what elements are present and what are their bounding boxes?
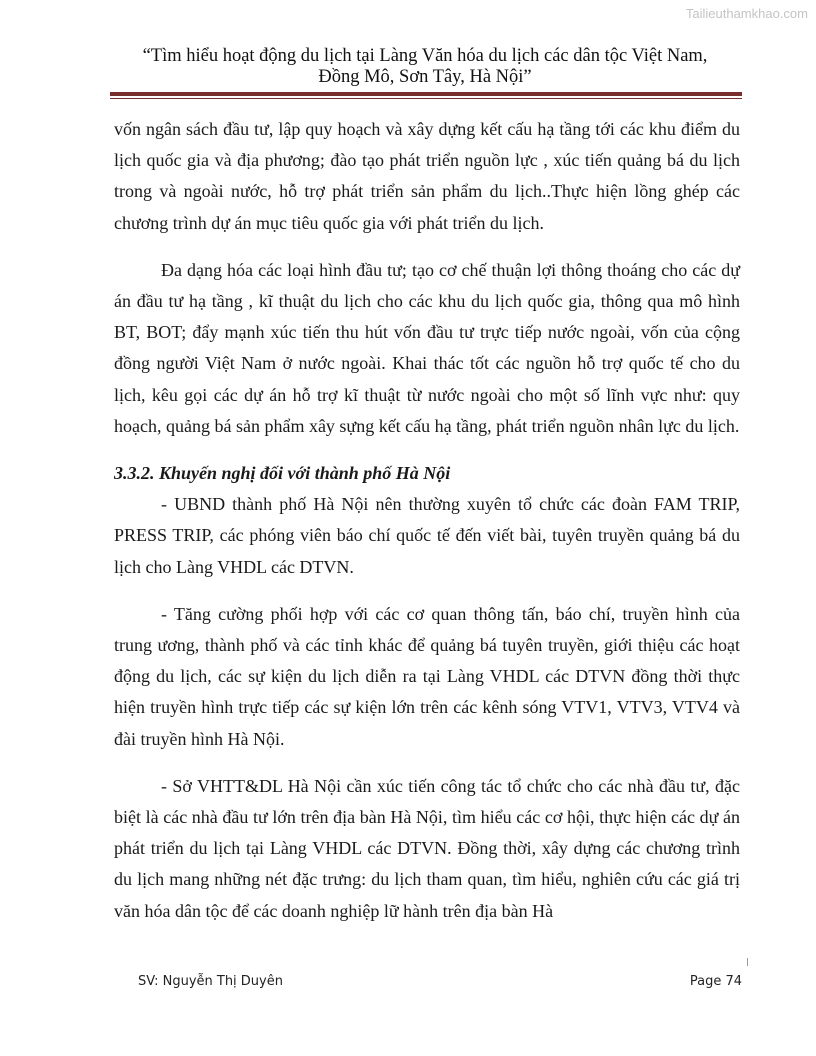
header-divider-thin <box>110 98 742 99</box>
section-heading: 3.3.2. Khuyến nghị đối với thành phố Hà Nội <box>114 463 451 484</box>
margin-mark <box>747 958 748 966</box>
header-title-line-1: “Tìm hiểu hoạt động du lịch tại Làng Văn hóa du lịch các dân tộc Việt Nam, <box>142 46 708 66</box>
paragraph-2: Đa dạng hóa các loại hình đầu tư; tạo cơ chế thuận lợi thông thoáng cho các dự án đầu tư hạ tầng , kĩ thuật du lịch cho các khu du lịch quốc gia, thông qua mô hình BT, BOT; đẩy mạnh xúc tiến thu hút vốn đầu tư trực tiếp nước ngoài, vốn của cộng đồng người Việt Nam ở nước ngoài. Khai thác tốt các nguồn hỗ trợ quốc tế cho du lịch, kêu gọi các dự án hỗ trợ kĩ thuật từ nước ngoài cho một số lĩnh vực như: quy hoạch, quảng bá sản phẩm xây sựng kết cấu hạ tầng, phát triển nguồn nhân lực du lịch. <box>114 259 740 436</box>
footer-page-number: Page 74 <box>689 974 742 989</box>
document-body <box>114 114 740 927</box>
header-divider-thick <box>110 92 742 96</box>
paragraph-3: - UBND thành phố Hà Nội nên thường xuyên tổ chức các đoàn FAM TRIP, PRESS TRIP, các phóng viên báo chí quốc tế đến viết bài, tuyên truyền quảng bá du lịch cho Làng VHDL các DTVN. <box>114 494 740 577</box>
paragraph-1: vốn ngân sách đầu tư, lập quy hoạch và xây dựng kết cấu hạ tầng tới các khu điểm du lịch quốc gia và địa phương; đào tạo phát triển nguồn lực , xúc tiến quảng bá du lịch trong và ngoài nước, hỗ trợ phát triển sản phẩm du lịch..Thực hiện lồng ghép các chương trình dự án mục tiêu quốc gia với phát triển du lịch. <box>114 119 740 233</box>
paragraph-5: - Sở VHTT&DL Hà Nội cần xúc tiến công tác tổ chức cho các nhà đầu tư, đặc biệt là các nhà đầu tư lớn trên địa bàn Hà Nội, tìm hiểu các cơ hội, thực hiện các dự án phát triển du lịch tại Làng VHDL các DTVN. Đồng thời, xây dựng các chương trình du lịch mang những nét đặc trưng: du lịch tham quan, tìm hiểu, nghiên cứu các giá trị văn hóa dân tộc để các doanh nghiệp lữ hành trên địa bàn Hà <box>114 775 740 921</box>
page-header <box>110 46 740 88</box>
header-title-line-2: Đồng Mô, Sơn Tây, Hà Nội” <box>318 67 532 87</box>
paragraph-4: - Tăng cường phối hợp với các cơ quan thông tấn, báo chí, truyền hình của trung ương, thành phố và các tỉnh khác để quảng bá tuyên truyền, giới thiệu các hoạt động du lịch, các sự kiện du lịch diễn ra tại Làng VHDL các DTVN đồng thời thực hiện truyền hình trực tiếp các sự kiện lớn trên các kênh sóng VTV1, VTV3, VTV4 và đài truyền hình Hà Nội. <box>114 603 740 749</box>
watermark: Tailieuthamkhao.com <box>685 6 808 21</box>
footer-author: SV: Nguyễn Thị Duyên <box>138 974 283 989</box>
